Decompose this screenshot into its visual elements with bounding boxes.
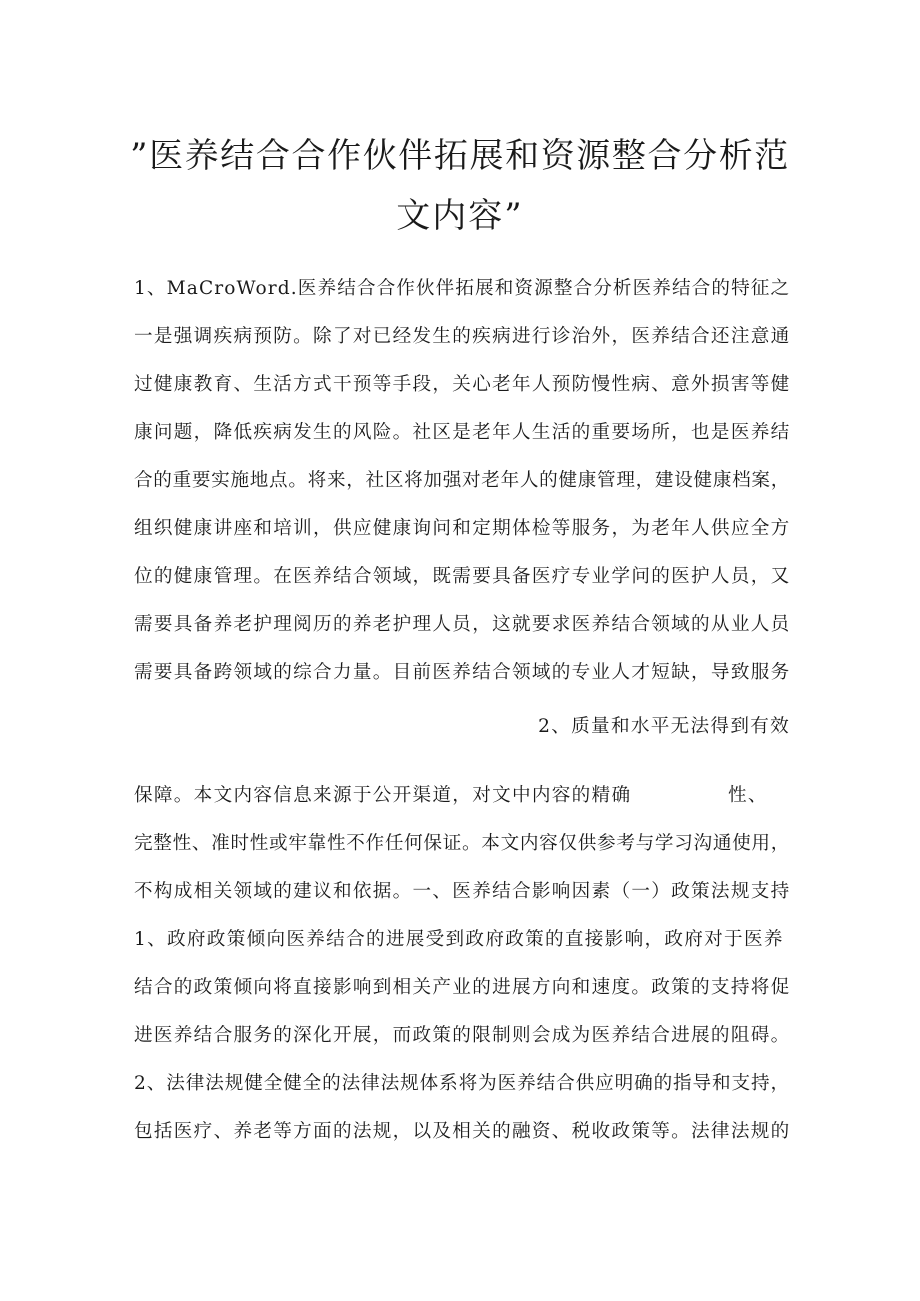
body-line-3: 过健康教育、生活方式干预等手段，关心老年人预防慢性病、意外损害等健 [134,374,791,395]
body-line-2: 一是强调疾病预防。除了对已经发生的疾病进行诊治外，医养结合还注意通 [134,326,791,347]
body-line-5: 合的重要实施地点。将来，社区将加强对老年人的健康管理，建设健康档案， [134,470,790,491]
body-line-10: 完整性、准时性或牢靠性不作任何保证。本文内容仅供参考与学习沟通使用， [134,833,790,854]
body-line-11: 不构成相关领域的建议和依据。一、医养结合影响因素（一）政策法规支持 [134,881,791,902]
body-line-8: 需要具备养老护理阅历的养老护理人员，这就要求医养结合领域的从业人员 [134,614,791,635]
body-gap-line-right: 性、 [728,785,768,806]
body-line-4: 康问题，降低疾病发生的风险。社区是老年人生活的重要场所，也是医养结 [134,422,791,443]
body-line-right-aligned: 2、质量和水平无法得到有效 [538,716,790,737]
body-line-12: 1、政府政策倾向医养结合的进展受到政府政策的直接影响，政府对于医养 [134,929,784,950]
body-line-9: 需要具备跨领域的综合力量。目前医养结合领域的专业人才短缺，导致服务 [134,662,791,683]
body-line-6: 组织健康讲座和培训，供应健康询问和定期体检等服务，为老年人供应全方 [134,518,791,539]
body-line-16: 包括医疗、养老等方面的法规，以及相关的融资、税收政策等。法律法规的 [134,1121,791,1142]
document-title-line-2: 文内容” [396,196,524,236]
body-line-7: 位的健康管理。在医养结合领域，既需要具备医疗专业学问的医护人员，又 [134,566,791,587]
document-title-line-1: ”医养结合合作伙伴拓展和资源整合分析范 [130,136,790,176]
body-line-15: 2、法律法规健全健全的法律法规体系将为医养结合供应明确的指导和支持， [134,1073,791,1094]
body-gap-line-left: 保障。本文内容信息来源于公开渠道，对文中内容的精确 [134,785,632,806]
body-line-13: 结合的政策倾向将直接影响到相关产业的进展方向和速度。政策的支持将促 [134,977,791,998]
body-line-14: 进医养结合服务的深化开展，而政策的限制则会成为医养结合进展的阻碍。 [134,1025,791,1046]
body-line-1: 1、MaCroWord.医养结合合作伙伴拓展和资源整合分析医养结合的特征之 [134,278,791,299]
